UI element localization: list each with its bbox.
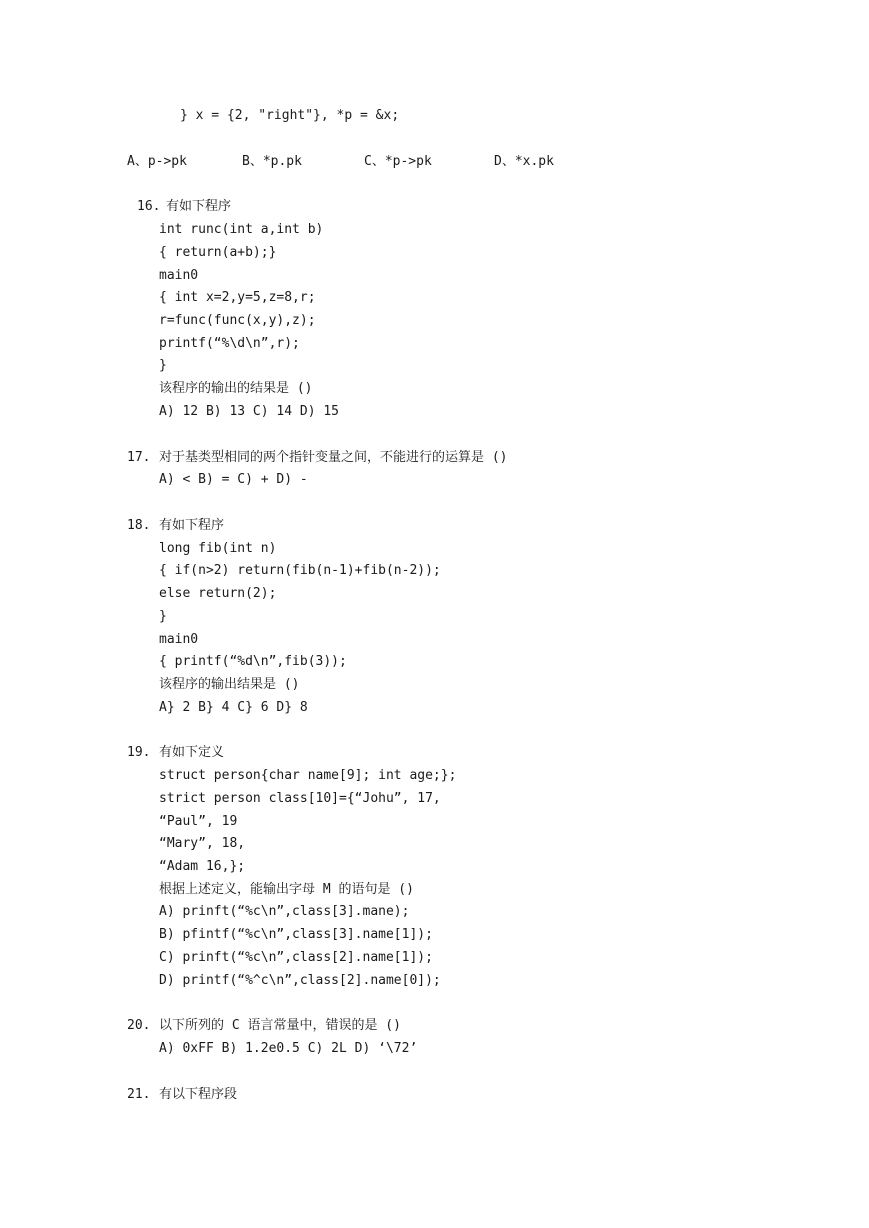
question-18-number: 18. [127,518,151,533]
question-17-number: 17. [127,450,151,465]
question-18-line: { printf(“%d\n”,fib(3)); [159,654,347,669]
option-b: B、*p.pk [242,154,302,169]
question-21-number: 21. [127,1087,151,1102]
option-c: C、*p->pk [364,154,432,169]
question-18-line: main0 [159,632,199,647]
question-16-line: { return(a+b);} [159,245,277,260]
question-18-line: { if(n>2) return(fib(n-1)+fib(n-2)); [159,563,441,578]
question-16-choices: A) 12 B) 13 C) 14 D) 15 [159,404,340,419]
question-19-line: “Adam 16,}; [159,859,246,874]
struct-closing-line: } x = {2, "right"}, *p = &x; [180,108,400,123]
question-19-number: 19. [127,745,151,760]
question-19-line: “Paul”, 19 [159,814,238,829]
question-19-title: 有如下定义 [159,745,225,760]
question-19-choice-b: B) pfintf(“%c\n”,class[3].name[1]); [159,927,433,942]
question-19-prompt: 根据上述定义，能输出字母 M 的语句是 () [159,882,414,897]
question-21-title: 有以下程序段 [159,1087,238,1102]
question-19-choice-d: D) printf(“%^c\n”,class[2].name[0]); [159,973,441,988]
question-19-line: struct person{char name[9]; int age;}; [159,768,457,783]
question-16-line: printf(“%\d\n”,r); [159,336,300,351]
question-18-title: 有如下程序 [159,518,225,533]
question-18-choices: A} 2 B} 4 C} 6 D} 8 [159,700,308,715]
question-16-line: r=func(func(x,y),z); [159,313,316,328]
question-19-line: strict person class[10]={“Johu”, 17, [159,791,441,806]
question-18-line: else return(2); [159,586,277,601]
question-16-line: int runc(int a,int b) [159,222,324,237]
question-16-line: main0 [159,268,199,283]
question-16-number: 16. [137,199,161,214]
option-d: D、*x.pk [494,154,554,169]
question-18-line: long fib(int n) [159,541,277,556]
question-16-prompt: 该程序的输出的结果是 () [159,381,313,396]
question-16-title: 有如下程序 [166,199,232,214]
question-20-choices: A) 0xFF B) 1.2e0.5 C) 2L D) ‘\72’ [159,1041,418,1056]
question-19-choice-c: C) prinft(“%c\n”,class[2].name[1]); [159,950,433,965]
question-19-line: “Mary”, 18, [159,836,246,851]
question-16-line: { int x=2,y=5,z=8,r; [159,290,316,305]
option-a: A、p->pk [127,154,187,169]
question-20-number: 20. [127,1018,151,1033]
question-20-title: 以下所列的 C 语言常量中，错误的是 () [159,1018,401,1033]
question-19-choice-a: A) prinft(“%c\n”,class[3].mane); [159,904,410,919]
question-18-prompt: 该程序的输出结果是 () [159,677,300,692]
question-17-choices: A) < B) = C) + D) - [159,472,308,487]
question-18-line: } [159,609,167,624]
question-16-line: } [159,358,167,373]
question-17-title: 对于基类型相同的两个指针变量之间，不能进行的运算是 () [159,450,508,465]
